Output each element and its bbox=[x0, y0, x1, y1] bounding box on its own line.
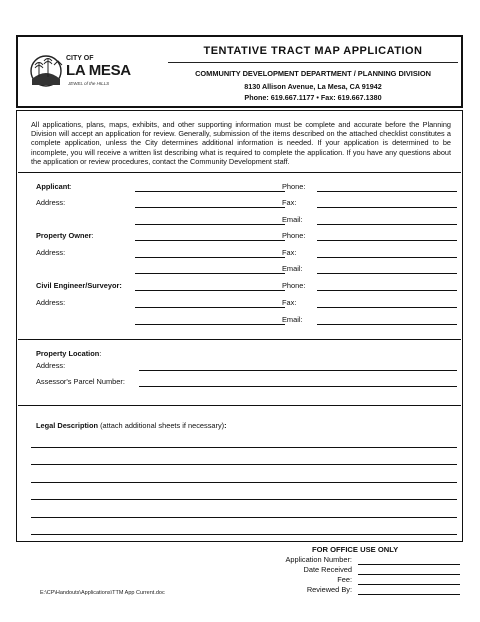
applicant-fax-label: Fax: bbox=[282, 198, 297, 207]
owner-fax-label: Fax: bbox=[282, 248, 297, 257]
engineer-address-field-2[interactable] bbox=[135, 324, 285, 325]
owner-phone-field[interactable] bbox=[317, 240, 457, 241]
section-divider bbox=[18, 339, 461, 340]
owner-label: Property Owner: bbox=[36, 231, 94, 240]
applicant-fax-field[interactable] bbox=[317, 207, 457, 208]
application-number-field[interactable] bbox=[358, 564, 460, 565]
property-location-label: Property Location: bbox=[36, 349, 102, 358]
engineer-email-field[interactable] bbox=[317, 324, 457, 325]
applicant-email-field[interactable] bbox=[317, 224, 457, 225]
section-divider bbox=[18, 405, 461, 406]
engineer-address-label: Address: bbox=[36, 298, 66, 307]
owner-address-field-2[interactable] bbox=[135, 273, 285, 274]
engineer-fax-field[interactable] bbox=[317, 307, 457, 308]
section-divider bbox=[18, 172, 461, 173]
owner-address-label: Address: bbox=[36, 248, 66, 257]
applicant-name-field[interactable] bbox=[135, 191, 285, 192]
date-received-field[interactable] bbox=[358, 574, 460, 575]
applicant-phone-field[interactable] bbox=[317, 191, 457, 192]
logo-tagline: JEWEL of the HILLS bbox=[68, 81, 110, 86]
owner-email-field[interactable] bbox=[317, 273, 457, 274]
page-title: TENTATIVE TRACT MAP APPLICATION bbox=[203, 45, 423, 57]
applicant-address-label: Address: bbox=[36, 198, 66, 207]
legal-description-line[interactable] bbox=[31, 499, 457, 500]
property-address-field[interactable] bbox=[139, 370, 457, 371]
logo-la-mesa: LA MESA bbox=[66, 62, 131, 79]
engineer-email-label: Email: bbox=[282, 315, 303, 324]
file-path-footer: E:\CP\Handouts\Applications\TTM App Current.doc bbox=[40, 590, 165, 596]
applicant-address-field-1[interactable] bbox=[135, 207, 285, 208]
legal-description-line[interactable] bbox=[31, 482, 457, 483]
property-address-label: Address: bbox=[36, 361, 66, 370]
fee-label: Fee: bbox=[337, 575, 352, 584]
city-logo bbox=[28, 47, 138, 103]
reviewed-by-field[interactable] bbox=[358, 594, 460, 595]
department-name: COMMUNITY DEVELOPMENT DEPARTMENT / PLANNING DIVISION bbox=[195, 69, 431, 78]
city-seal-icon bbox=[28, 49, 68, 99]
legal-description-line[interactable] bbox=[31, 517, 457, 518]
intro-paragraph: All applications, plans, maps, exhibits, and other supporting information must be complete and accurate before the Planning Division will accept an application for review. Generally, submission of the items described on the attached checklist constitutes a complete application, unless the City determines additional information is needed. If your application is determined to be incomplete, you will receive a written list describing what is required to complete the application. If you have any questions about the application or review procedures, contact the Community Development staff. bbox=[31, 120, 451, 166]
engineer-label: Civil Engineer/Surveyor: bbox=[36, 281, 122, 290]
header-box bbox=[16, 35, 463, 108]
legal-description-line[interactable] bbox=[31, 534, 457, 535]
application-number-label: Application Number: bbox=[285, 555, 352, 564]
applicant-label: Applicant: bbox=[36, 182, 72, 191]
engineer-fax-label: Fax: bbox=[282, 298, 297, 307]
office-use-title: FOR OFFICE USE ONLY bbox=[312, 545, 399, 554]
applicant-phone-label: Phone: bbox=[282, 182, 306, 191]
title-divider bbox=[168, 62, 458, 63]
reviewed-by-label: Reviewed By: bbox=[306, 585, 352, 594]
department-phone-fax: Phone: 619.667.1177 • Fax: 619.667.1380 bbox=[244, 93, 382, 102]
applicant-address-field-2[interactable] bbox=[135, 224, 285, 225]
date-received-label: Date Received bbox=[303, 565, 352, 574]
apn-field[interactable] bbox=[139, 386, 457, 387]
owner-address-field-1[interactable] bbox=[135, 257, 285, 258]
owner-name-field[interactable] bbox=[135, 240, 285, 241]
applicant-email-label: Email: bbox=[282, 215, 303, 224]
application-form bbox=[16, 110, 463, 542]
fee-field[interactable] bbox=[358, 584, 460, 585]
owner-email-label: Email: bbox=[282, 264, 303, 273]
engineer-phone-field[interactable] bbox=[317, 290, 457, 291]
apn-label: Assessor's Parcel Number: bbox=[36, 377, 125, 386]
logo-city-of: CITY OF bbox=[66, 55, 94, 62]
legal-description-line[interactable] bbox=[31, 464, 457, 465]
legal-description-line[interactable] bbox=[31, 447, 457, 448]
owner-fax-field[interactable] bbox=[317, 257, 457, 258]
owner-phone-label: Phone: bbox=[282, 231, 306, 240]
engineer-address-field-1[interactable] bbox=[135, 307, 285, 308]
department-address: 8130 Allison Avenue, La Mesa, CA 91942 bbox=[244, 82, 382, 91]
legal-description-label: Legal Description (attach additional sheets if necessary): bbox=[36, 421, 227, 430]
engineer-phone-label: Phone: bbox=[282, 281, 306, 290]
engineer-name-field[interactable] bbox=[135, 290, 285, 291]
